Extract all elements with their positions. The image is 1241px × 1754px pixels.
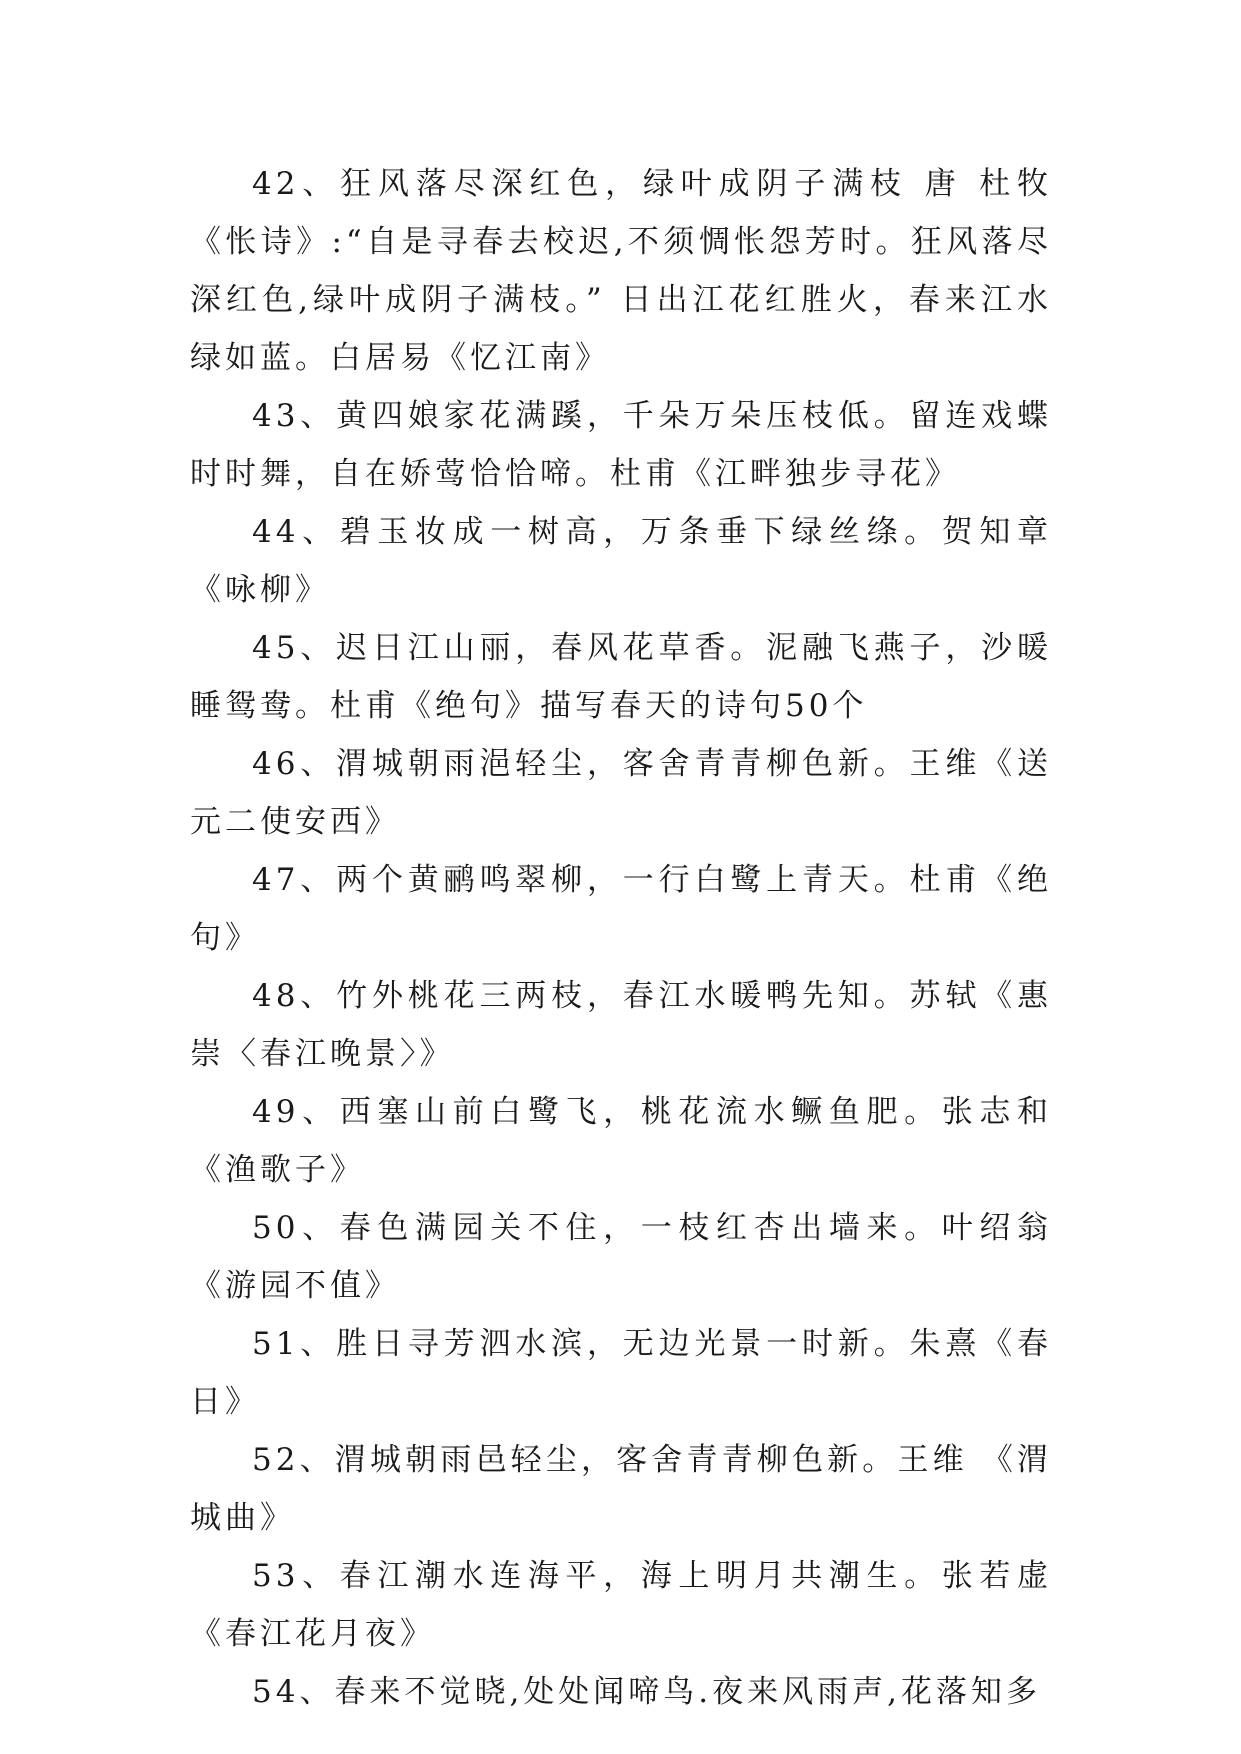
poem-entry-47: 47、两个黄鹂鸣翠柳，一行白鹭上青天。杜甫《绝句》 [190, 862, 1052, 956]
poem-entry-44: 44、碧玉妆成一树高，万条垂下绿丝绦。贺知章《咏柳》 [190, 514, 1052, 608]
poem-entry-51: 51、胜日寻芳泗水滨，无边光景一时新。朱熹《春日》 [190, 1326, 1052, 1420]
poem-entry-50: 50、春色满园关不住，一枝红杏出墙来。叶绍翁《游园不值》 [190, 1210, 1052, 1304]
poem-entry-52: 52、渭城朝雨邑轻尘，客舍青青柳色新。王维 《渭城曲》 [190, 1442, 1052, 1536]
document-body [190, 155, 1052, 1721]
poem-entry-46: 46、渭城朝雨浥轻尘，客舍青青柳色新。王维《送元二使安西》 [190, 746, 1052, 840]
poem-entry-42: 42、狂风落尽深红色，绿叶成阴子满枝 唐 杜牧《怅诗》:“自是寻春去校迟,不须惆怅怨芳时。狂风落尽深红色,绿叶成阴子满枝。” 日出江花红胜火，春来江水绿如蓝。白居易《忆江南》 [190, 166, 1052, 376]
poem-entry-49: 49、西塞山前白鹭飞，桃花流水鳜鱼肥。张志和《渔歌子》 [190, 1094, 1052, 1188]
poem-entry-53: 53、春江潮水连海平，海上明月共潮生。张若虚《春江花月夜》 [190, 1558, 1052, 1652]
poem-entry-48: 48、竹外桃花三两枝，春江水暖鸭先知。苏轼《惠崇〈春江晚景〉》 [190, 978, 1052, 1072]
poem-entry-43: 43、黄四娘家花满蹊，千朵万朵压枝低。留连戏蝶时时舞，自在娇莺恰恰啼。杜甫《江畔独步寻花》 [190, 398, 1052, 492]
poem-entry-45: 45、迟日江山丽，春风花草香。泥融飞燕子，沙暖睡鸳鸯。杜甫《绝句》描写春天的诗句50个 [190, 630, 1052, 724]
poem-entry-54: 54、春来不觉晓,处处闻啼鸟.夜来风雨声,花落知多 [252, 1674, 1042, 1710]
